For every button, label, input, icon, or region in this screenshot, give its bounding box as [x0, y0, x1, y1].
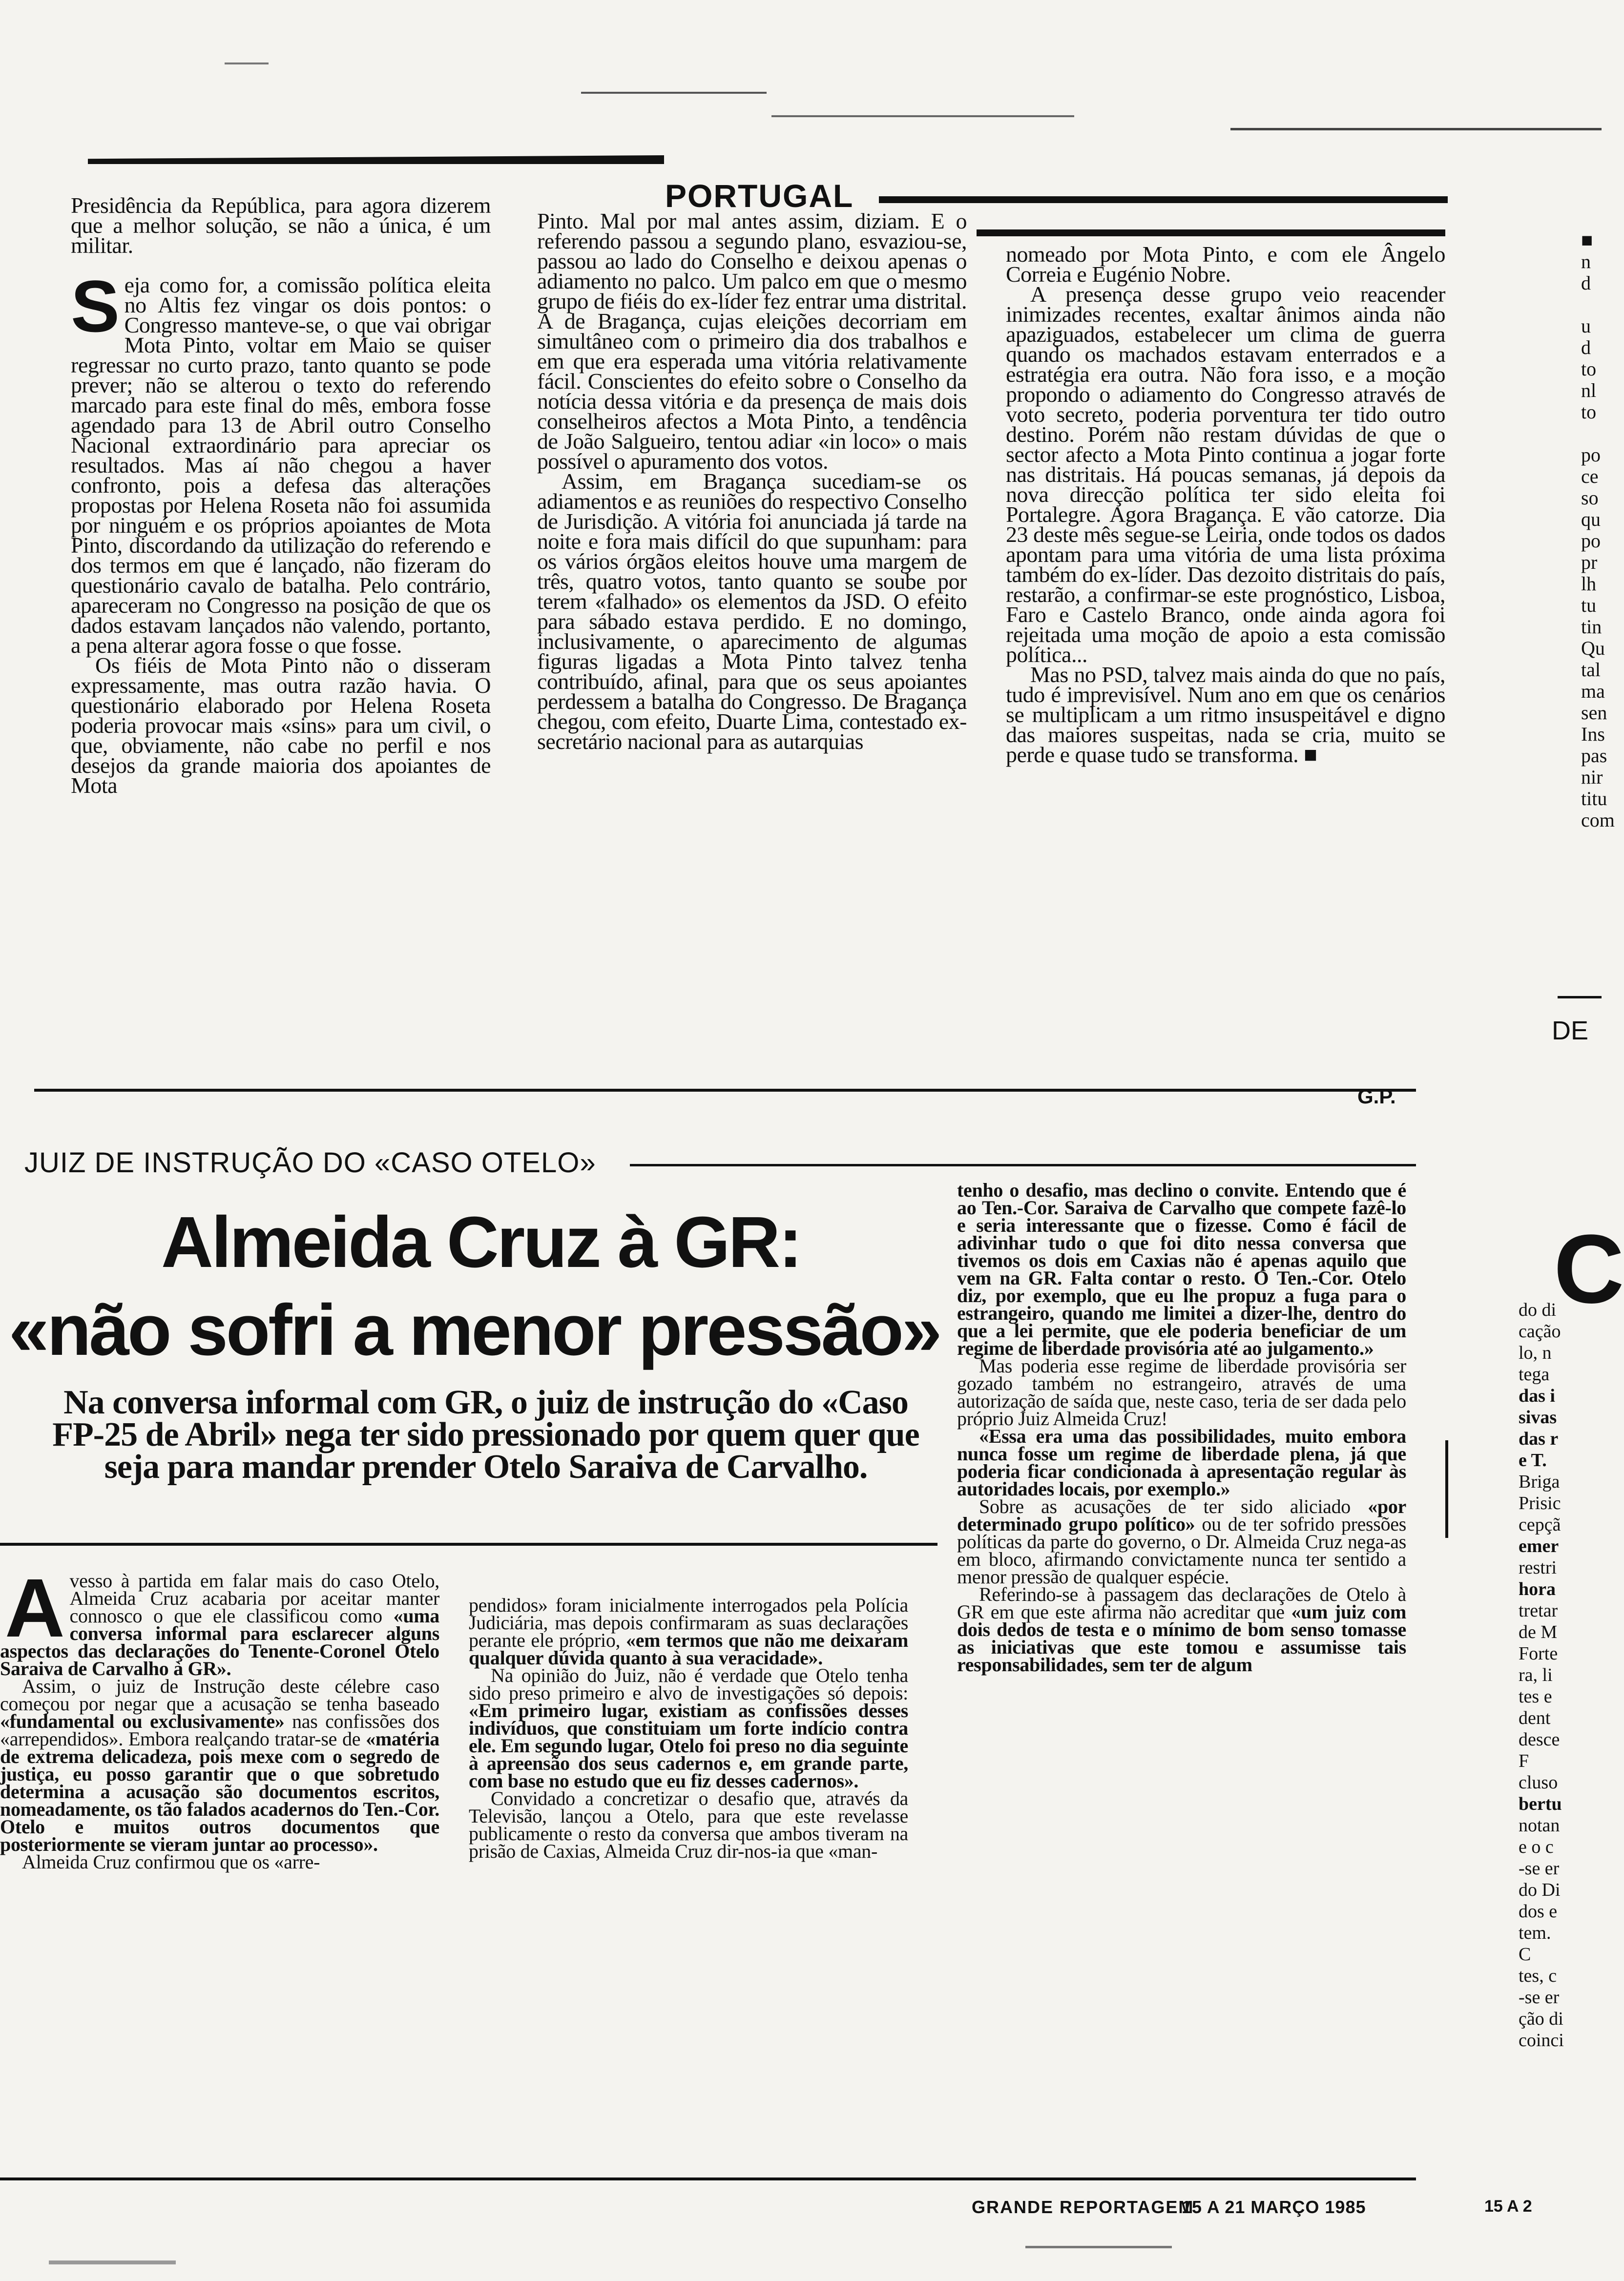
text-fragment: tes, c	[1519, 1966, 1557, 1986]
text-fragment: dos e	[1519, 1901, 1558, 1922]
facing-footer-date: 15 A 2	[1484, 2197, 1532, 2216]
facing-bullet: ■	[1581, 229, 1593, 251]
section-title: PORTUGAL	[665, 178, 854, 214]
text-fragment: ra, li	[1519, 1665, 1553, 1685]
text-fragment: e T.	[1519, 1450, 1547, 1471]
text-fragment: to	[1581, 401, 1597, 423]
facing-page-rule	[1558, 996, 1602, 998]
paragraph: tenho o desafio, mas declino o convite. Entendo que é ao Ten.-Cor. Saraiva de Carvalho que compete fazê-lo e seria interessante que o fizesse. Como é fácil de adivinhar tudo o que foi dito nessa conversa que tivemos os dois em Caxias não é apenas aquilo que vem na GR. Falta contar o resto. O Ten.-Cor. Otelo diz, por exemplo, que eu lhe propuz a fuga para o estrangeiro, quando me limitei a dizer-lhe, dentro do que a lei permite, que ele poderia beneficiar de um regime de liberdade provisória até ao julgamento.»	[957, 1179, 1406, 1359]
text-fragment: tal	[1581, 659, 1601, 681]
text-fragment: d	[1581, 272, 1591, 294]
paragraph: Assim, em Bragança sucediam-se os adiamentos e as reuniões do respectivo Conselho de Jurisdição. A vitória foi anunciada já tarde na noite e fora mais difícil do que supunham: para os vários órgãos eleitos houve uma margem de três, quatro votos, tanto quanto se soube por terem «falhado» os elementos da JSD. O efeito para sábado estava perdido. E no domingo, inclusivamente, o aparecimento de algumas figuras ligadas a Mota Pinto talvez tenha contribuído, afinal, para que os seus apoiantes perdessem a batalha do Congresso. De Bragança chegou, com efeito, Duarte Lima, contestado ex-secretário nacional para as autarquias	[537, 469, 967, 754]
paragraph: pendidos» foram inicialmente interrogados pela Polícia Judiciária, mas depois confirmaram as suas declarações perante ele próprio, «em termos que não me deixaram qualquer dúvida quanto à sua veracidade».	[469, 1594, 908, 1669]
paragraph: Convidado a concretizar o desafio que, através da Televisão, lançou a Otelo, para que este revelasse publicamente o resto da conversa que ambos tiveram na prisão de Caxias, Almeida Cruz dir-nos-ia que «man-	[469, 1787, 908, 1862]
text-fragment: cação	[1519, 1321, 1561, 1342]
text-fragment: das i	[1519, 1386, 1555, 1406]
text-fragment: com	[1581, 809, 1615, 831]
paragraph: Referindo-se à passagem das declarações de Otelo à GR em que este afirma não acreditar que «um juiz com dois dedos de testa e o mínimo de bom senso tomasse as iniciativas que este tomou e assumisse tais responsabilidades, sem ter de algum	[957, 1583, 1406, 1676]
paragraph: Os fiéis de Mota Pinto não o disseram expressamente, mas outra razão havia. O questionário elaborado por Helena Roseta poderia provocar mais «sins» para um civil, o que, obviamente, não cabe no perfil e nos desejos da grande maioria dos apoiantes de Mota	[71, 653, 491, 798]
scan-mark	[1230, 128, 1602, 130]
paragraph: Seja como for, a comissão política eleita no Altis fez vingar os dois pontos: o Congresso manteve-se, o que vai obrigar Mota Pinto, voltar em Maio se quiser regressar no curto prazo, tanto quanto se pode prever; não se alterou o texto do referendo marcado para este final do mês, embora fosse agendado para 13 de Abril outro Conselho Nacional extraordinário para apreciar os resultados. Mas aí não chegou a haver confronto, pois a defesa das alterações propostas por Helena Roseta não foi assumida por ninguém e os próprios apoiantes de Mota Pinto, discordando da utilização do referendo e dos termos em que é lançado, não fizeram do questionário cavalo de batalha. Pelo contrário, apareceram no Congresso na posição de que os dados estavam lançados não valendo, portanto, a pena alterar agora fosse o que fosse.	[71, 265, 491, 658]
paragraph: Presidência da República, para agora dizerem que a melhor solução, se não a única, é um militar.	[71, 193, 491, 258]
paragraph: Avesso à partida em falar mais do caso Otelo, Almeida Cruz acabaria por aceitar manter connosco o que ele classificou como «uma conversa informal para esclarecer alguns aspectos das declarações do Tenente-Coronel Otelo Saraiva de Carvalho à GR».	[0, 1562, 439, 1680]
drop-cap: S	[71, 265, 120, 347]
kicker-rule	[630, 1164, 1416, 1166]
text-fragment: emer	[1519, 1536, 1559, 1556]
paragraph: «Essa era uma das possibilidades, muito embora nunca fosse um regime de liberdade plena, já que poderia ficar condicionada à apresentação regular às autoridades locais, por exemplo.»	[957, 1425, 1406, 1500]
paragraph: A presença desse grupo veio reacender inimizades recentes, exaltar ânimos ainda não apaziguados, estabelecer um clima de guerra quando os machados estavam enterrados e a estratégia era outra. Não fora isso, e a moção propondo o adiamento do Congresso através de voto secreto, poderia porventura ter tido outro destino. Porém não restam dúvidas de que o sector afecto a Mota Pinto continua a jogar forte nas distritais. Há poucas semanas, já depois da nova direcção política ter sido eleita foi Portalegre. Agora Bragança. E vão catorze. Dia 23 deste mês segue-se Leiria, onde todos os dados apontam para uma vitória de uma lista próxima também do ex-líder. Das dezoito distritais do país, restarão, a confirmar-se este prognóstico, Lisboa, Faro e Castelo Branco, onde ainda agora foi rejeitada uma moção de apoio a esta comissão política...	[1006, 282, 1445, 667]
text-fragment: qu	[1581, 508, 1601, 530]
text-fragment: das r	[1519, 1429, 1559, 1449]
text-fragment: dent	[1519, 1708, 1551, 1728]
text-fragment: n	[1581, 250, 1591, 272]
facing-page-gutter	[1445, 1440, 1448, 1538]
scan-mark	[225, 62, 269, 64]
facing-section-fragment: DE	[1552, 1016, 1589, 1045]
bottom-article-column-2	[469, 1594, 908, 1862]
scan-mark	[49, 2260, 176, 2264]
text-fragment: do di	[1519, 1300, 1557, 1320]
text-fragment: d	[1581, 336, 1591, 358]
scan-mark	[581, 92, 767, 94]
author-signature: G.P.	[1357, 1085, 1396, 1108]
text-fragment: -se er	[1519, 1987, 1560, 2008]
top-article-column-3	[1006, 244, 1445, 765]
paragraph: Mas no PSD, talvez mais ainda do que no país, tudo é imprevisível. Num ano em que os cenários se multiplicam a um ritmo insuspeitável e digno das maiores suspeitas, nada se cria, muito se perde e quase tudo se transforma. ■	[1006, 662, 1445, 767]
text-fragment: tes e	[1519, 1686, 1552, 1707]
facing-drop-cap: C	[1554, 1215, 1624, 1324]
text-fragment: cluso	[1519, 1772, 1558, 1793]
footer-publication: GRANDE REPORTAGEM	[972, 2197, 1194, 2217]
text-fragment: ma	[1581, 680, 1605, 702]
text-fragment: nl	[1581, 379, 1597, 401]
text-fragment: -se er	[1519, 1858, 1560, 1879]
text-fragment: lh	[1581, 573, 1597, 595]
text-fragment: Qu	[1581, 637, 1605, 659]
paragraph: Almeida Cruz confirmou que os «arre-	[22, 1851, 320, 1873]
footer-rule	[0, 2177, 1416, 2180]
end-mark: ■	[1304, 742, 1317, 767]
text-fragment: lo, n	[1519, 1343, 1552, 1363]
paragraph: Pinto. Mal por mal antes assim, diziam. E o referendo passou a segundo plano, esvaziou-se, passou ao lado do Conselho e deixou apenas o adiamento no palco. Um palco em que o mesmo grupo de fiéis do ex-líder fez entrar uma distrital. A de Bragança, cujas eleições decorriam em simultâneo com o primeiro dia dos trabalhos e em que era esperada uma vitória relativamente fácil. Conscientes do efeito sobre o Conselho da notícia dessa vitória e da presença de mais dois conselheiros afectos a Mota Pinto, a tendência de João Salgueiro, tentou adiar «in loco» o mais possível o apuramento dos votos.	[537, 208, 967, 474]
scan-mark	[771, 115, 1074, 117]
text-fragment: Ins	[1581, 723, 1605, 745]
text-fragment: bertu	[1519, 1794, 1562, 1814]
text-fragment	[1581, 294, 1602, 315]
text-fragment: sen	[1581, 702, 1607, 724]
deck: Na conversa informal com GR, o juiz de instrução do «Caso FP-25 de Abril» nega ter sido pressionado por quem quer que seja para mandar prender Otelo Saraiva de Carvalho.	[52, 1384, 919, 1486]
top-article-column-2	[537, 208, 967, 754]
text-fragment: Prisic	[1519, 1493, 1561, 1514]
top-article-column-1	[71, 193, 491, 798]
text-fragment: C	[1519, 1944, 1531, 1965]
text-fragment: to	[1581, 358, 1597, 380]
text-fragment: tega	[1519, 1364, 1550, 1385]
text-fragment: ção di	[1519, 2009, 1563, 2029]
text-fragment	[1581, 423, 1602, 444]
text-fragment: po	[1581, 444, 1601, 466]
text-fragment: restri	[1519, 1557, 1557, 1578]
paragraph: nomeado por Mota Pinto, e com ele Ângelo Correia e Eugénio Nobre.	[1006, 242, 1445, 287]
drop-cap: A	[5, 1562, 65, 1655]
paragraph: Assim, o juiz de Instrução deste célebre caso começou por negar que a acusação se tenha baseado «fundamental ou exclusivamente» nas confissões dos «arrependidos». Embora realçando tratar-se de «matéria de extrema delicadeza, pois mexe com o segredo de justiça, eu posso garantir que o que sobretudo determina a acusação são documentos escritos, nomeadamente, os tão falados acadernos do Ten.-Cor. Otelo e muitos outros documentos que posteriormente se vieram juntar ao processo».	[0, 1675, 440, 1855]
footer-date: 15 A 21 MARÇO 1985	[1182, 2197, 1366, 2217]
scan-mark	[1025, 2246, 1172, 2248]
text-fragment: e o c	[1519, 1837, 1554, 1857]
bottom-article-column-1	[0, 1562, 440, 1873]
section-rule-left	[88, 155, 664, 164]
deck-rule	[0, 1543, 937, 1546]
text-fragment: pas	[1581, 745, 1607, 767]
facing-page-column-bottom	[1519, 1299, 1602, 2168]
text-fragment: pr	[1581, 551, 1598, 573]
article-divider	[34, 1089, 1416, 1092]
text-fragment: cepçã	[1519, 1514, 1561, 1535]
section-rule-right	[879, 196, 1448, 203]
paragraph: Sobre as acusações de ter sido aliciado «por determinado grupo político» ou de ter sofrido pressões políticas da parte do governo, o Dr. Almeida Cruz nega-as em bloco, afirmando convictamente nunca ter sentido a menor pressão de qualquer espécie.	[957, 1495, 1406, 1588]
text-fragment: tin	[1581, 616, 1602, 638]
text-fragment: notan	[1519, 1815, 1560, 1836]
headline-line-2: «não sofri a menor pressão»	[9, 1290, 940, 1370]
text-fragment: u	[1581, 315, 1591, 337]
text-fragment: titu	[1581, 788, 1607, 809]
kicker: JUIZ DE INSTRUÇÃO DO «CASO OTELO»	[24, 1147, 596, 1179]
text-fragment: nir	[1581, 766, 1603, 788]
text-fragment: F	[1519, 1751, 1529, 1771]
text-fragment: desce	[1519, 1729, 1560, 1750]
headline-line-1: Almeida Cruz à GR:	[161, 1202, 801, 1283]
section-rule-right-2	[977, 229, 1445, 236]
text-fragment: hora	[1519, 1579, 1556, 1599]
text-fragment: Briga	[1519, 1472, 1560, 1492]
text-fragment: tretar	[1519, 1600, 1558, 1621]
text-fragment: do Di	[1519, 1880, 1561, 1900]
text-fragment: sivas	[1519, 1407, 1557, 1428]
text-fragment: po	[1581, 530, 1601, 552]
text-fragment: de M	[1519, 1622, 1558, 1642]
bottom-article-column-3	[957, 1179, 1406, 1676]
text-fragment: ce	[1581, 465, 1599, 487]
text-fragment: Forte	[1519, 1643, 1558, 1664]
text-fragment: tu	[1581, 594, 1597, 616]
text-fragment: coinci	[1519, 2030, 1564, 2051]
paragraph: Mas poderia esse regime de liberdade provisória ser gozado também no estrangeiro, através de uma autorização de saída que, neste caso, teria de ser dada pelo próprio Juiz Almeida Cruz!	[957, 1355, 1406, 1430]
text-fragment: tem.	[1519, 1923, 1551, 1943]
paragraph: Na opinião do Juiz, não é verdade que Otelo tenha sido preso primeiro e alvo de investigações só depois: «Em primeiro lugar, existiam as confissões desses indivíduos, que constituiam um forte indício contra ele. Em segundo lugar, Otelo foi preso no dia seguinte à apreensão dos seus cadernos e, em grande parte, com base no estudo que eu fiz desses cadernos».	[469, 1664, 908, 1792]
facing-page-column-top	[1581, 229, 1615, 1001]
text-fragment: so	[1581, 487, 1599, 509]
